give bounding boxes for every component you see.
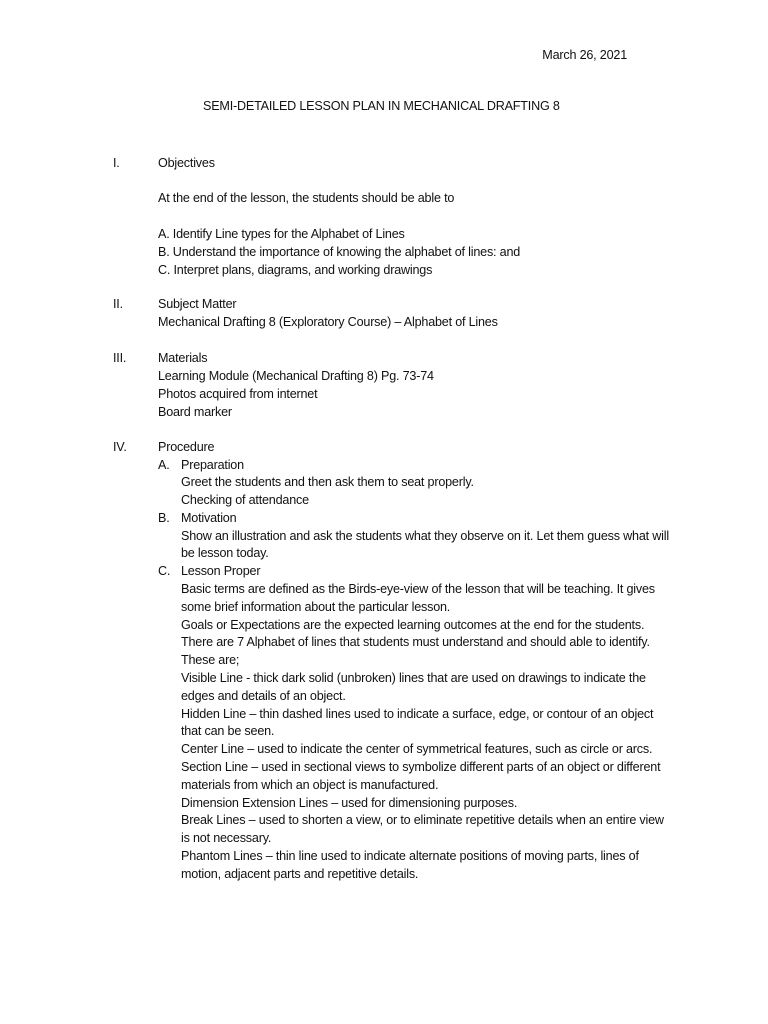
motivation-line: be lesson today. xyxy=(181,546,269,560)
material-item: Photos acquired from internet xyxy=(158,387,318,401)
objective-item: C. Interpret plans, diagrams, and working drawings xyxy=(158,263,433,277)
section-number-subject-matter: II. xyxy=(113,297,123,311)
lesson-proper-line: edges and details of an object. xyxy=(181,689,346,703)
document-title: SEMI-DETAILED LESSON PLAN IN MECHANICAL DRAFTING 8 xyxy=(203,99,560,113)
lesson-proper-line: These are; xyxy=(181,653,240,667)
lesson-proper-line: Goals or Expectations are the expected learning outcomes at the end for the students. xyxy=(181,618,645,632)
lesson-proper-line: Break Lines – used to shorten a view, or to eliminate repetitive details when an entire view xyxy=(181,813,664,827)
lesson-proper-line: motion, adjacent parts and repetitive details. xyxy=(181,867,419,881)
objective-item: A. Identify Line types for the Alphabet of Lines xyxy=(158,227,405,241)
procedure-label-motivation: Motivation xyxy=(181,511,237,525)
preparation-line: Checking of attendance xyxy=(181,493,309,507)
lesson-proper-line: Dimension Extension Lines – used for dimensioning purposes. xyxy=(181,796,518,810)
section-heading-procedure: Procedure xyxy=(158,440,215,454)
section-heading-objectives: Objectives xyxy=(158,156,215,170)
lesson-proper-line: Basic terms are defined as the Birds-eye-view of the lesson that will be teaching. It gives xyxy=(181,582,655,596)
lesson-proper-line: Center Line – used to indicate the center of symmetrical features, such as circle or arcs. xyxy=(181,742,653,756)
objective-item: B. Understand the importance of knowing the alphabet of lines: and xyxy=(158,245,521,259)
material-item: Board marker xyxy=(158,405,232,419)
section-heading-subject-matter: Subject Matter xyxy=(158,297,237,311)
objectives-intro: At the end of the lesson, the students should be able to xyxy=(158,191,455,205)
lesson-proper-line: some brief information about the particular lesson. xyxy=(181,600,451,614)
subject-matter-text: Mechanical Drafting 8 (Exploratory Course) – Alphabet of Lines xyxy=(158,315,498,329)
procedure-label-preparation: Preparation xyxy=(181,458,244,472)
section-number-objectives: I. xyxy=(113,156,120,170)
section-number-materials: III. xyxy=(113,351,127,365)
lesson-proper-line: Hidden Line – thin dashed lines used to indicate a surface, edge, or contour of an object xyxy=(181,707,654,721)
procedure-letter-preparation: A. xyxy=(158,458,170,472)
preparation-line: Greet the students and then ask them to seat properly. xyxy=(181,475,474,489)
procedure-letter-motivation: B. xyxy=(158,511,170,525)
lesson-proper-line: that can be seen. xyxy=(181,724,275,738)
motivation-line: Show an illustration and ask the students what they observe on it. Let them guess what will xyxy=(181,529,669,543)
lesson-proper-line: Phantom Lines – thin line used to indicate alternate positions of moving parts, lines of xyxy=(181,849,639,863)
lesson-proper-line: Visible Line - thick dark solid (unbroken) lines that are used on drawings to indicate the xyxy=(181,671,646,685)
material-item: Learning Module (Mechanical Drafting 8) Pg. 73-74 xyxy=(158,369,434,383)
procedure-letter-lesson-proper: C. xyxy=(158,564,171,578)
section-heading-materials: Materials xyxy=(158,351,208,365)
lesson-proper-line: There are 7 Alphabet of lines that students must understand and should able to identify. xyxy=(181,635,650,649)
section-number-procedure: IV. xyxy=(113,440,127,454)
document-date: March 26, 2021 xyxy=(542,48,627,62)
lesson-proper-line: materials from which an object is manufactured. xyxy=(181,778,439,792)
lesson-proper-line: is not necessary. xyxy=(181,831,272,845)
procedure-label-lesson-proper: Lesson Proper xyxy=(181,564,261,578)
lesson-proper-line: Section Line – used in sectional views to symbolize different parts of an object or different xyxy=(181,760,661,774)
